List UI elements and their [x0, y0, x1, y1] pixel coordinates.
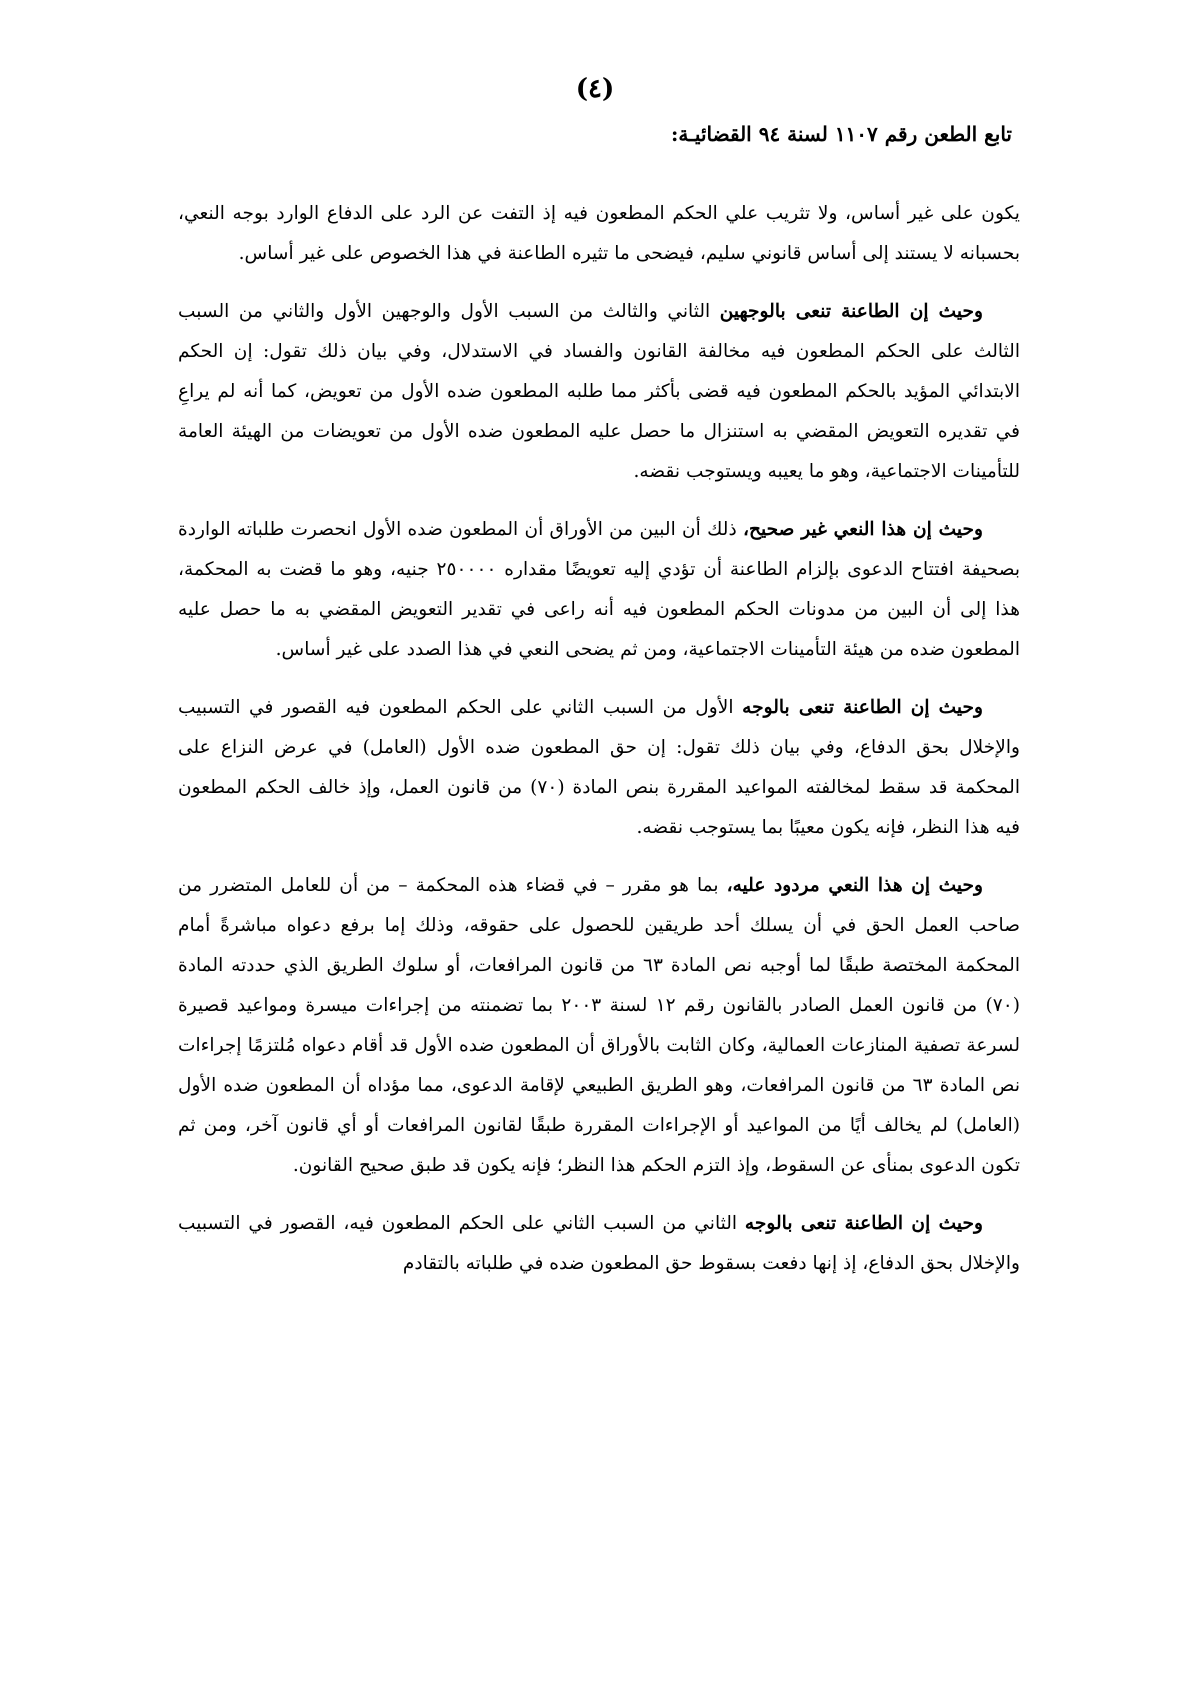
paragraph-5 [178, 866, 1020, 1186]
paragraph-lead: وحيث إن هذا النعي مردود عليه، [726, 875, 983, 896]
paragraph-4 [178, 688, 1020, 848]
page-number: (٤) [575, 74, 615, 104]
paragraph-lead: وحيث إن الطاعنة تنعى بالوجه [744, 1213, 983, 1234]
paragraph-text: يكون على غير أساس، ولا تثريب علي الحكم المطعون فيه إذ التفت عن الرد على الدفاع الوارد بوجه النعي، بحسبانه لا يستند إلى أساس قانوني سليم، فيضحى ما تثيره الطاعنة في هذا الخصوص على غير أساس. [178, 203, 1020, 264]
paragraph-lead: وحيث إن الطاعنة تنعى بالوجهين [719, 301, 983, 322]
paragraph-3 [178, 510, 1020, 670]
paragraph-text: بما هو مقرر – في قضاء هذه المحكمة – من أن للعامل المتضرر من صاحب العمل الحق في أن يسلك أحد طريقين للحصول على حقوقه، وذلك إما برفع دعواه مباشرةً أمام المحكمة المختصة طبقًا لما أوجبه نص المادة ٦٣ من قانون المرافعات، أو سلوك الطريق الذي حددته المادة (٧٠) من قانون العمل الصادر بالقانون رقم ١٢ لسنة ٢٠٠٣ بما تضمنته من إجراءات ميسرة ومواعيد قصيرة لسرعة تصفية المنازعات العمالية، وكان الثابت بالأوراق أن المطعون ضده الأول قد أقام دعواه مُلتزمًا إجراءات نص المادة ٦٣ من قانون المرافعات، وهو الطريق الطبيعي لإقامة الدعوى، مما مؤداه أن المطعون ضده الأول (العامل) لم يخالف أيًا من المواعيد أو الإجراءات المقررة طبقًا لقانون المرافعات أو أي قانون آخر، ومن ثم تكون الدعوى بمنأى عن السقوط، وإذ التزم الحكم هذا النظر؛ فإنه يكون قد طبق صحيح القانون. [178, 875, 1021, 1176]
paragraph-2 [178, 292, 1020, 492]
document-body [178, 194, 1020, 1302]
paragraph-text: الأول من السبب الثاني على الحكم المطعون فيه القصور في التسبيب والإخلال بحق الدفاع، وفي بيان ذلك تقول: إن حق المطعون ضده الأول (العامل) في عرض النزاع على المحكمة قد سقط لمخالفته المواعيد المقررة بنص المادة (٧٠) من قانون العمل، وإذ خالف الحكم المطعون فيه هذا النظر، فإنه يكون معيبًا بما يستوجب نقضه. [178, 697, 1020, 838]
case-header: تابع الطعن رقم ١١٠٧ لسنة ٩٤ القضائيـة: [670, 122, 1012, 146]
paragraph-lead: وحيث إن الطاعنة تنعى بالوجه [742, 697, 983, 718]
paragraph-text: الثاني من السبب الثاني على الحكم المطعون فيه، القصور في التسبيب والإخلال بحق الدفاع، إذ إنها دفعت بسقوط حق المطعون ضده في طلباته بالتقادم [178, 1213, 1020, 1274]
paragraph-1 [178, 194, 1020, 274]
paragraph-text: ذلك أن البين من الأوراق أن المطعون ضده الأول انحصرت طلباته الواردة بصحيفة افتتاح الدعوى بإلزام الطاعنة أن تؤدي إليه تعويضًا مقداره ٢٥٠٠٠٠ جنيه، وهو ما قضت به المحكمة، هذا إلى أن البين من مدونات الحكم المطعون فيه أنه راعى في تقدير التعويض المقضي به ما حصل عليه المطعون ضده من هيئة التأمينات الاجتماعية، ومن ثم يضحى النعي في هذا الصدد على غير أساس. [178, 519, 1020, 660]
paragraph-6 [178, 1204, 1020, 1284]
paragraph-text: الثاني والثالث من السبب الأول والوجهين الأول والثاني من السبب الثالث على الحكم المطعون فيه مخالفة القانون والفساد في الاستدلال، وفي بيان ذلك تقول: إن الحكم الابتدائي المؤيد بالحكم المطعون فيه قضى بأكثر مما طلبه المطعون ضده الأول من تعويض، كما أنه لم يراعِ في تقديره التعويض المقضي به استنزال ما حصل عليه المطعون ضده الأول من تعويضات من الهيئة العامة للتأمينات الاجتماعية، وهو ما يعيبه ويستوجب نقضه. [178, 301, 1020, 482]
paragraph-lead: وحيث إن هذا النعي غير صحيح، [743, 519, 983, 540]
